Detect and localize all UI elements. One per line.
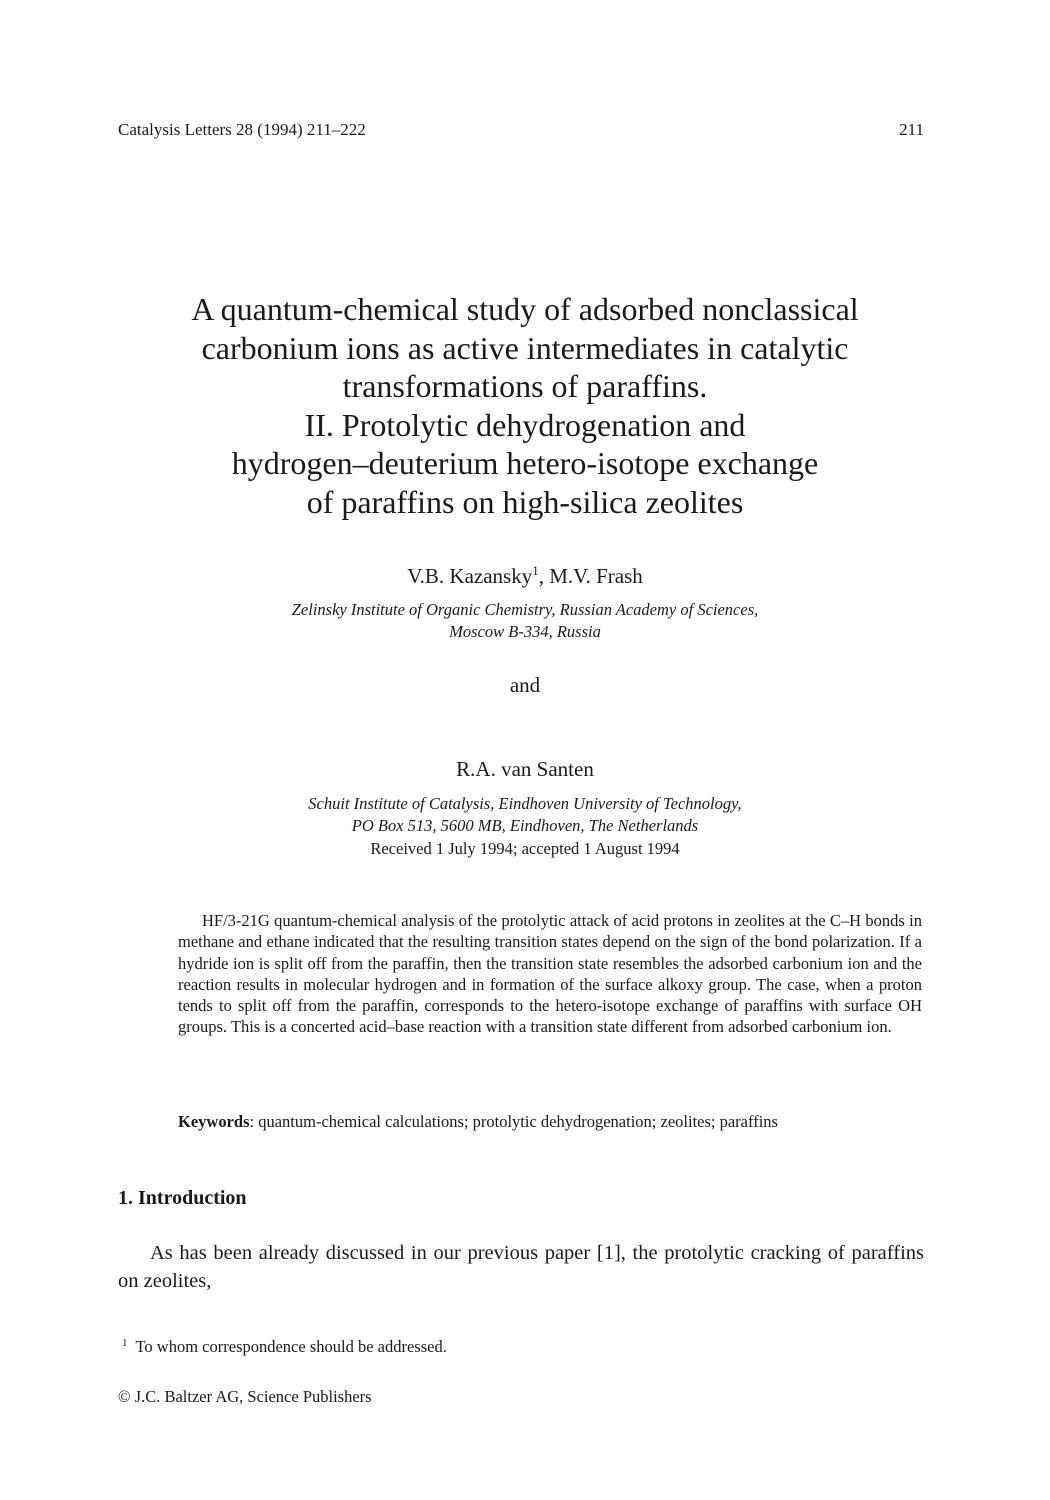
authors-group-1 [0,563,1050,589]
journal-citation: Catalysis Letters 28 (1994) 211–222 [118,120,366,139]
footnote-mark: 1 [532,563,539,578]
section-heading: 1. Introduction [118,1187,247,1209]
affiliation-line: Zelinsky Institute of Organic Chemistry, Russian Academy of Sciences, [291,600,759,619]
keywords [178,1112,922,1132]
abstract: HF/3-21G quantum-chemical analysis of the protolytic attack of acid protons in zeolites at the C–H bonds in methane and ethane indicated that the resulting transition states depend on the sign of the bond polarization. If a hydride ion is split off from the paraffin, then the transition state resembles the adsorbed carbonium ion and the reaction results in molecular hydrogen and in formation of the surface alkoxy group. The case, when a proton tends to split off from the paraffin, corresponds to the hetero-isotope exchange of paraffins with surface OH groups. This is a concerted acid–base reaction with a transition state different from adsorbed carbonium ion. [178,911,922,1037]
footnote-mark: 1 [122,1337,128,1349]
footnote-text: To whom correspondence should be addressed. [135,1337,447,1356]
affiliation-1 [0,599,1050,643]
keywords-text: : quantum-chemical calculations; protolytic dehydrogenation; zeolites; paraffins [249,1112,778,1131]
footnote [122,1337,447,1357]
received-dates: Received 1 July 1994; accepted 1 August 1994 [370,839,680,858]
copyright: © J.C. Baltzer AG, Science Publishers [118,1387,372,1406]
affiliation-line: Schuit Institute of Catalysis, Eindhoven University of Technology, [308,794,742,813]
title-line: transformations of paraffins. [342,368,708,404]
page-number: 211 [899,120,924,139]
keywords-label: Keywords [178,1112,250,1131]
author-name: V.B. Kazansky [407,564,533,588]
title-line: II. Protolytic dehydrogenation and [304,406,746,443]
authors-group-2: R.A. van Santen [456,757,594,781]
affiliation-line: Moscow B-334, Russia [449,622,601,641]
affiliation-2 [0,793,1050,837]
title-line: A quantum-chemical study of adsorbed nonclassical [191,291,859,327]
title-line: hydrogen–deuterium hetero-isotope exchange [231,445,819,481]
title-line: carbonium ions as active intermediates in catalytic [201,329,849,366]
article-title [100,290,950,521]
title-line: of paraffins on high-silica zeolites [306,483,744,520]
intro-paragraph: As has been already discussed in our previous paper [1], the protolytic cracking of paraffins on zeolites, [118,1242,924,1292]
and-separator: and [509,673,541,697]
affiliation-line: PO Box 513, 5600 MB, Eindhoven, The Netherlands [351,816,699,835]
author-name: , M.V. Frash [538,564,643,588]
